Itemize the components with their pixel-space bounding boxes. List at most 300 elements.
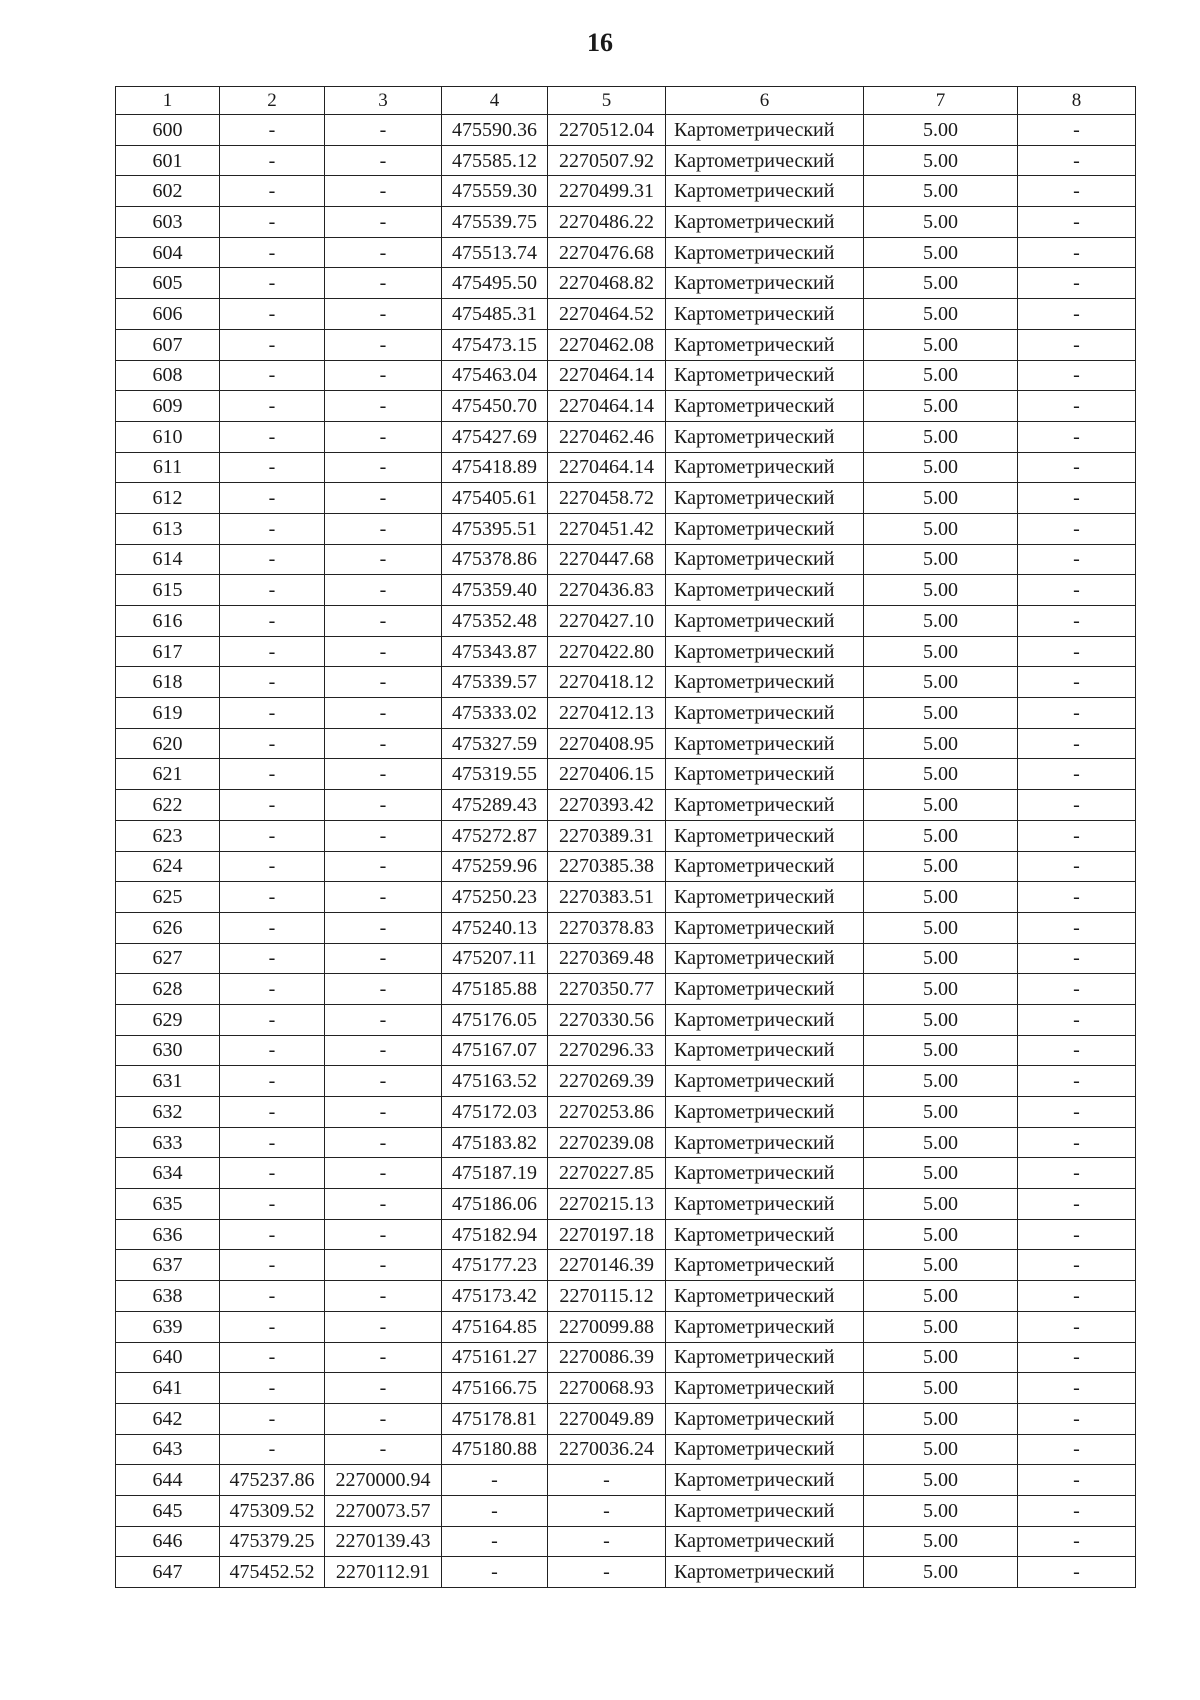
cell-y-new: 2270393.42 (548, 790, 666, 821)
cell-y-new: 2270086.39 (548, 1342, 666, 1373)
cell-point-number: 608 (116, 360, 220, 391)
cell-description: - (1018, 1127, 1136, 1158)
cell-accuracy: 5.00 (864, 820, 1018, 851)
table-row (116, 1495, 1136, 1526)
cell-accuracy: 5.00 (864, 851, 1018, 882)
cell-x-new: 475378.86 (442, 544, 548, 575)
cell-x-old: - (220, 544, 325, 575)
header-row (116, 87, 1136, 115)
cell-x-new: 475319.55 (442, 759, 548, 790)
cell-y-new: - (548, 1526, 666, 1557)
cell-method: Картометрический (666, 483, 864, 514)
table-row (116, 974, 1136, 1005)
cell-x-old: - (220, 391, 325, 422)
cell-y-new: 2270476.68 (548, 237, 666, 268)
cell-description: - (1018, 1004, 1136, 1035)
cell-method: Картометрический (666, 1250, 864, 1281)
cell-point-number: 642 (116, 1403, 220, 1434)
cell-accuracy: 5.00 (864, 1066, 1018, 1097)
cell-point-number: 603 (116, 207, 220, 238)
cell-y-old: - (325, 1004, 442, 1035)
table-row (116, 299, 1136, 330)
cell-x-old: - (220, 1127, 325, 1158)
table-row (116, 1465, 1136, 1496)
cell-point-number: 629 (116, 1004, 220, 1035)
cell-y-new: 2270115.12 (548, 1281, 666, 1312)
cell-method: Картометрический (666, 1465, 864, 1496)
cell-point-number: 625 (116, 882, 220, 913)
cell-x-new: 475485.31 (442, 299, 548, 330)
cell-description: - (1018, 1495, 1136, 1526)
cell-y-old: - (325, 207, 442, 238)
table-row (116, 1127, 1136, 1158)
cell-y-old: - (325, 1097, 442, 1128)
table-row (116, 1035, 1136, 1066)
table-row (116, 329, 1136, 360)
table-row (116, 513, 1136, 544)
cell-description: - (1018, 145, 1136, 176)
cell-accuracy: 5.00 (864, 329, 1018, 360)
cell-y-old: 2270112.91 (325, 1557, 442, 1588)
cell-method: Картометрический (666, 759, 864, 790)
cell-description: - (1018, 1311, 1136, 1342)
cell-method: Картометрический (666, 974, 864, 1005)
column-header-5: 5 (548, 87, 666, 115)
table-row (116, 1311, 1136, 1342)
table-row (116, 115, 1136, 146)
cell-x-new: 475513.74 (442, 237, 548, 268)
column-header-7: 7 (864, 87, 1018, 115)
cell-description: - (1018, 1219, 1136, 1250)
cell-y-new: - (548, 1465, 666, 1496)
cell-x-old: 475452.52 (220, 1557, 325, 1588)
cell-accuracy: 5.00 (864, 1403, 1018, 1434)
cell-y-old: - (325, 452, 442, 483)
cell-accuracy: 5.00 (864, 145, 1018, 176)
cell-x-new: 475180.88 (442, 1434, 548, 1465)
cell-accuracy: 5.00 (864, 790, 1018, 821)
table-row (116, 237, 1136, 268)
cell-accuracy: 5.00 (864, 360, 1018, 391)
cell-y-new: 2270422.80 (548, 636, 666, 667)
cell-y-new: 2270464.52 (548, 299, 666, 330)
cell-y-new: 2270068.93 (548, 1373, 666, 1404)
cell-accuracy: 5.00 (864, 1097, 1018, 1128)
cell-y-old: - (325, 544, 442, 575)
cell-x-new: 475167.07 (442, 1035, 548, 1066)
cell-accuracy: 5.00 (864, 421, 1018, 452)
cell-accuracy: 5.00 (864, 115, 1018, 146)
cell-description: - (1018, 1557, 1136, 1588)
cell-accuracy: 5.00 (864, 882, 1018, 913)
cell-x-old: - (220, 115, 325, 146)
cell-method: Картометрический (666, 1127, 864, 1158)
table-row (116, 1434, 1136, 1465)
cell-y-new: 2270330.56 (548, 1004, 666, 1035)
table-row (116, 1004, 1136, 1035)
cell-x-new: 475590.36 (442, 115, 548, 146)
cell-x-old: - (220, 1219, 325, 1250)
cell-y-new: 2270507.92 (548, 145, 666, 176)
cell-method: Картометрический (666, 268, 864, 299)
cell-method: Картометрический (666, 820, 864, 851)
cell-method: Картометрический (666, 728, 864, 759)
cell-x-new: 475289.43 (442, 790, 548, 821)
cell-x-new: 475177.23 (442, 1250, 548, 1281)
cell-y-new: 2270447.68 (548, 544, 666, 575)
cell-description: - (1018, 1434, 1136, 1465)
cell-x-old: - (220, 1281, 325, 1312)
cell-x-old: - (220, 698, 325, 729)
cell-y-old: - (325, 360, 442, 391)
cell-x-new: 475183.82 (442, 1127, 548, 1158)
cell-x-new: 475172.03 (442, 1097, 548, 1128)
cell-y-new: 2270464.14 (548, 452, 666, 483)
cell-point-number: 618 (116, 667, 220, 698)
cell-y-old: - (325, 790, 442, 821)
cell-accuracy: 5.00 (864, 636, 1018, 667)
cell-x-new: 475250.23 (442, 882, 548, 913)
cell-y-new: 2270146.39 (548, 1250, 666, 1281)
table-row (116, 391, 1136, 422)
cell-point-number: 627 (116, 943, 220, 974)
cell-point-number: 601 (116, 145, 220, 176)
cell-accuracy: 5.00 (864, 728, 1018, 759)
cell-y-new: 2270350.77 (548, 974, 666, 1005)
cell-x-old: - (220, 1373, 325, 1404)
cell-description: - (1018, 513, 1136, 544)
cell-x-new: 475178.81 (442, 1403, 548, 1434)
table-row (116, 759, 1136, 790)
cell-accuracy: 5.00 (864, 912, 1018, 943)
cell-x-new: 475450.70 (442, 391, 548, 422)
cell-x-old: - (220, 943, 325, 974)
cell-y-old: - (325, 237, 442, 268)
page-number: 16 (587, 28, 613, 57)
cell-y-old: - (325, 698, 442, 729)
cell-accuracy: 5.00 (864, 299, 1018, 330)
cell-point-number: 607 (116, 329, 220, 360)
cell-y-new: 2270406.15 (548, 759, 666, 790)
table-row (116, 1097, 1136, 1128)
cell-description: - (1018, 912, 1136, 943)
cell-description: - (1018, 851, 1136, 882)
cell-y-old: 2270000.94 (325, 1465, 442, 1496)
cell-x-old: - (220, 667, 325, 698)
cell-y-old: - (325, 1035, 442, 1066)
cell-y-new: 2270464.14 (548, 360, 666, 391)
cell-y-old: - (325, 912, 442, 943)
cell-point-number: 619 (116, 698, 220, 729)
cell-x-old: - (220, 329, 325, 360)
cell-description: - (1018, 544, 1136, 575)
cell-method: Картометрический (666, 912, 864, 943)
cell-y-new: 2270296.33 (548, 1035, 666, 1066)
table-row (116, 606, 1136, 637)
table-row (116, 1526, 1136, 1557)
cell-x-old: - (220, 1311, 325, 1342)
cell-x-new: - (442, 1465, 548, 1496)
cell-description: - (1018, 1189, 1136, 1220)
cell-y-old: - (325, 1342, 442, 1373)
cell-y-old: - (325, 759, 442, 790)
cell-description: - (1018, 237, 1136, 268)
cell-description: - (1018, 943, 1136, 974)
cell-y-old: - (325, 943, 442, 974)
cell-y-new: 2270389.31 (548, 820, 666, 851)
cell-method: Картометрический (666, 1495, 864, 1526)
column-header-8: 8 (1018, 87, 1136, 115)
cell-method: Картометрический (666, 1434, 864, 1465)
cell-x-old: - (220, 820, 325, 851)
table-row (116, 1189, 1136, 1220)
cell-method: Картометрический (666, 513, 864, 544)
cell-y-new: 2270383.51 (548, 882, 666, 913)
cell-y-new: 2270436.83 (548, 575, 666, 606)
cell-x-new: 475495.50 (442, 268, 548, 299)
cell-method: Картометрический (666, 667, 864, 698)
cell-description: - (1018, 575, 1136, 606)
cell-description: - (1018, 329, 1136, 360)
cell-y-old: - (325, 483, 442, 514)
cell-y-old: - (325, 115, 442, 146)
cell-point-number: 617 (116, 636, 220, 667)
cell-accuracy: 5.00 (864, 452, 1018, 483)
cell-point-number: 621 (116, 759, 220, 790)
cell-point-number: 632 (116, 1097, 220, 1128)
cell-x-new: 475333.02 (442, 698, 548, 729)
cell-point-number: 624 (116, 851, 220, 882)
cell-point-number: 631 (116, 1066, 220, 1097)
cell-x-old: - (220, 360, 325, 391)
cell-y-old: - (325, 1281, 442, 1312)
cell-y-old: - (325, 1219, 442, 1250)
cell-x-new: 475182.94 (442, 1219, 548, 1250)
cell-x-old: - (220, 299, 325, 330)
cell-point-number: 611 (116, 452, 220, 483)
cell-x-new: 475339.57 (442, 667, 548, 698)
cell-method: Картометрический (666, 299, 864, 330)
cell-point-number: 600 (116, 115, 220, 146)
cell-point-number: 613 (116, 513, 220, 544)
cell-description: - (1018, 1035, 1136, 1066)
cell-x-old: - (220, 606, 325, 637)
cell-x-old: - (220, 176, 325, 207)
cell-point-number: 626 (116, 912, 220, 943)
cell-method: Картометрический (666, 636, 864, 667)
cell-y-old: - (325, 299, 442, 330)
cell-y-old: - (325, 145, 442, 176)
cell-x-old: - (220, 1189, 325, 1220)
cell-point-number: 602 (116, 176, 220, 207)
cell-accuracy: 5.00 (864, 1465, 1018, 1496)
cell-y-old: - (325, 636, 442, 667)
cell-description: - (1018, 360, 1136, 391)
table-row (116, 820, 1136, 851)
cell-x-old: - (220, 1066, 325, 1097)
cell-description: - (1018, 1066, 1136, 1097)
cell-x-new: 475352.48 (442, 606, 548, 637)
cell-y-old: - (325, 1189, 442, 1220)
cell-method: Картометрический (666, 1342, 864, 1373)
cell-x-new: - (442, 1495, 548, 1526)
table-row (116, 145, 1136, 176)
cell-description: - (1018, 698, 1136, 729)
cell-description: - (1018, 1342, 1136, 1373)
cell-point-number: 620 (116, 728, 220, 759)
column-header-6: 6 (666, 87, 864, 115)
cell-method: Картометрический (666, 360, 864, 391)
cell-accuracy: 5.00 (864, 1219, 1018, 1250)
cell-x-old: - (220, 1403, 325, 1434)
cell-accuracy: 5.00 (864, 1557, 1018, 1588)
cell-y-new: 2270408.95 (548, 728, 666, 759)
cell-method: Картометрический (666, 1373, 864, 1404)
table-row (116, 728, 1136, 759)
cell-y-new: 2270418.12 (548, 667, 666, 698)
cell-point-number: 628 (116, 974, 220, 1005)
cell-accuracy: 5.00 (864, 1004, 1018, 1035)
cell-point-number: 623 (116, 820, 220, 851)
cell-point-number: 638 (116, 1281, 220, 1312)
cell-y-new: 2270049.89 (548, 1403, 666, 1434)
cell-x-new: 475418.89 (442, 452, 548, 483)
cell-accuracy: 5.00 (864, 1342, 1018, 1373)
table-row (116, 912, 1136, 943)
cell-method: Картометрический (666, 943, 864, 974)
cell-x-new: 475240.13 (442, 912, 548, 943)
cell-description: - (1018, 882, 1136, 913)
cell-accuracy: 5.00 (864, 391, 1018, 422)
cell-method: Картометрический (666, 1557, 864, 1588)
table-row (116, 1219, 1136, 1250)
cell-x-new: 475164.85 (442, 1311, 548, 1342)
cell-description: - (1018, 606, 1136, 637)
cell-point-number: 612 (116, 483, 220, 514)
cell-method: Картометрический (666, 1281, 864, 1312)
cell-accuracy: 5.00 (864, 698, 1018, 729)
cell-x-new: 475427.69 (442, 421, 548, 452)
cell-y-old: - (325, 882, 442, 913)
cell-y-old: 2270073.57 (325, 1495, 442, 1526)
table-row (116, 1281, 1136, 1312)
cell-y-new: 2270462.08 (548, 329, 666, 360)
cell-method: Картометрический (666, 544, 864, 575)
cell-y-old: - (325, 575, 442, 606)
table-row (116, 636, 1136, 667)
cell-description: - (1018, 667, 1136, 698)
table-row (116, 452, 1136, 483)
cell-y-new: 2270412.13 (548, 698, 666, 729)
cell-description: - (1018, 1097, 1136, 1128)
table-row (116, 943, 1136, 974)
cell-x-new: 475585.12 (442, 145, 548, 176)
table-row (116, 268, 1136, 299)
cell-x-old: - (220, 974, 325, 1005)
cell-description: - (1018, 176, 1136, 207)
cell-method: Картометрический (666, 1097, 864, 1128)
cell-point-number: 635 (116, 1189, 220, 1220)
cell-x-new: 475259.96 (442, 851, 548, 882)
cell-x-old: - (220, 1158, 325, 1189)
cell-y-old: - (325, 974, 442, 1005)
cell-x-old: 475237.86 (220, 1465, 325, 1496)
table-body (116, 115, 1136, 1588)
cell-y-old: - (325, 1373, 442, 1404)
table-row (116, 544, 1136, 575)
cell-point-number: 605 (116, 268, 220, 299)
cell-method: Картометрический (666, 698, 864, 729)
cell-method: Картометрический (666, 1219, 864, 1250)
cell-method: Картометрический (666, 329, 864, 360)
cell-point-number: 645 (116, 1495, 220, 1526)
cell-description: - (1018, 728, 1136, 759)
cell-y-new: 2270197.18 (548, 1219, 666, 1250)
cell-y-new: 2270486.22 (548, 207, 666, 238)
cell-x-old: - (220, 513, 325, 544)
cell-y-old: - (325, 728, 442, 759)
cell-x-new: 475161.27 (442, 1342, 548, 1373)
cell-x-old: 475379.25 (220, 1526, 325, 1557)
cell-x-new: 475327.59 (442, 728, 548, 759)
cell-accuracy: 5.00 (864, 1311, 1018, 1342)
column-header-2: 2 (220, 87, 325, 115)
cell-y-new: 2270451.42 (548, 513, 666, 544)
cell-x-old: - (220, 728, 325, 759)
cell-x-new: 475343.87 (442, 636, 548, 667)
cell-description: - (1018, 207, 1136, 238)
table-row (116, 360, 1136, 391)
cell-x-new: 475207.11 (442, 943, 548, 974)
cell-y-old: - (325, 1434, 442, 1465)
cell-point-number: 606 (116, 299, 220, 330)
cell-point-number: 640 (116, 1342, 220, 1373)
cell-y-old: - (325, 1250, 442, 1281)
cell-description: - (1018, 391, 1136, 422)
cell-point-number: 615 (116, 575, 220, 606)
cell-accuracy: 5.00 (864, 1250, 1018, 1281)
column-header-1: 1 (116, 87, 220, 115)
cell-y-old: - (325, 329, 442, 360)
cell-y-new: 2270512.04 (548, 115, 666, 146)
cell-x-old: - (220, 1097, 325, 1128)
cell-method: Картометрический (666, 1403, 864, 1434)
cell-method: Картометрический (666, 207, 864, 238)
table-row (116, 1373, 1136, 1404)
cell-x-new: 475539.75 (442, 207, 548, 238)
cell-accuracy: 5.00 (864, 575, 1018, 606)
cell-method: Картометрический (666, 1004, 864, 1035)
cell-point-number: 614 (116, 544, 220, 575)
cell-point-number: 647 (116, 1557, 220, 1588)
cell-x-new: 475359.40 (442, 575, 548, 606)
cell-y-new: 2270036.24 (548, 1434, 666, 1465)
cell-y-new: 2270253.86 (548, 1097, 666, 1128)
cell-method: Картометрический (666, 452, 864, 483)
cell-description: - (1018, 974, 1136, 1005)
table-row (116, 790, 1136, 821)
cell-x-new: 475473.15 (442, 329, 548, 360)
cell-accuracy: 5.00 (864, 176, 1018, 207)
cell-description: - (1018, 1403, 1136, 1434)
cell-accuracy: 5.00 (864, 483, 1018, 514)
cell-y-new: 2270462.46 (548, 421, 666, 452)
cell-y-old: - (325, 1066, 442, 1097)
table-row (116, 1557, 1136, 1588)
cell-point-number: 644 (116, 1465, 220, 1496)
column-header-4: 4 (442, 87, 548, 115)
cell-description: - (1018, 759, 1136, 790)
